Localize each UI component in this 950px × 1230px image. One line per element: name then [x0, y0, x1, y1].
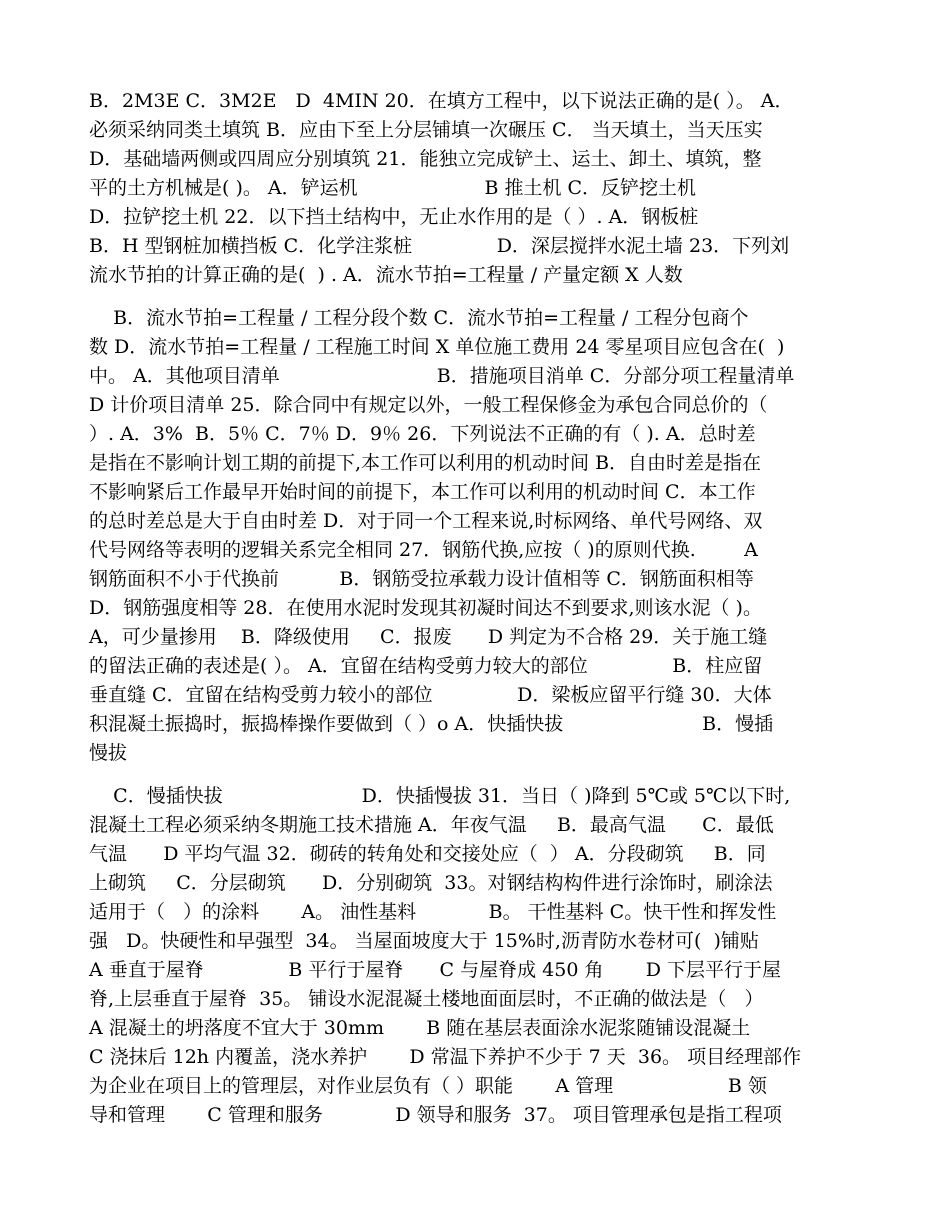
text-line: 强 D。快硬性和早强型 34。 当屋面坡度大于 15%时,沥青防水卷材可( )铺贴 [89, 930, 759, 952]
text-line: 脊,上层垂直于屋脊 35。 铺设水泥混凝土楼地面面层时，不正确的做法是（ ） [89, 988, 764, 1010]
text-line: 流水节拍的计算正确的是( ) . A．流水节拍=工程量 / 产量定额 X 人数 [89, 264, 683, 286]
text-line: D．钢筋强度相等 28．在使用水泥时发现其初凝时间达不到要求,则该水泥（ )。 [89, 597, 762, 619]
text-line: C．慢插快拔 D．快插慢拔 31．当日（ )降到 5℃或 5℃以下时, [89, 785, 791, 807]
text-line: 的留法正确的表述是( ）。 A．宜留在结构受剪力较大的部位 B．柱应留 [89, 655, 763, 677]
text-line: B．2M3E C．3M2E D 4MIN 20．在填方工程中，以下说法正确的是( ）。 A． [89, 90, 794, 112]
text-line: D 计价项目清单 25．除合同中有规定以外，一般工程保修金为承包合同总价的（ [89, 394, 768, 416]
text-line: 混凝土工程必须采纳冬期施工技术措施 A．年夜气温 B．最高气温 C．最低 [89, 814, 774, 836]
text-line: 积混凝土振捣时，振捣棒操作要做到（ ）o A．快插快拔 B．慢插 [89, 713, 774, 735]
text-line: 上砌筑 C．分层砌筑 D．分别砌筑 33。对钢结构构件进行涂饰时，刷涂法 [89, 872, 773, 894]
text-line: 适用于（ ）的涂料 A。 油性基料 B。 干性基料 C。快干性和挥发性 [89, 901, 777, 923]
text-line: 钢筋面积不小于代换前 B．钢筋受拉承载力设计值相等 C．钢筋面积相等 [89, 568, 754, 590]
text-line: 不影响紧后工作最早开始时间的前提下，本工作可以利用的机动时间 C．本工作 [89, 481, 756, 503]
text-line: D．基础墙两侧或四周应分别填筑 21．能独立完成铲土、运土、卸土、填筑，整 [89, 148, 762, 170]
text-line: 平的土方机械是( )。 A．铲运机 B 推土机 C．反铲挖土机 [89, 177, 697, 199]
text-line: B．H 型钢桩加横挡板 C．化学注浆桩 D．深层搅拌水泥土墙 23．下列刘 [89, 235, 790, 257]
text-line: 代号网络等表明的逻辑关系完全相同 27．钢筋代换,应按（ )的原则代换. A [89, 539, 758, 561]
text-line: 必须采纳同类土填筑 B．应由下至上分层铺填一次碾压 C． 当天填土，当天压实 [89, 119, 763, 141]
text-line: B．流水节拍=工程量 / 工程分段个数 C．流水节拍=工程量 / 工程分包商个 [89, 307, 749, 329]
text-line: 垂直缝 C．宜留在结构受剪力较小的部位 D．梁板应留平行缝 30．大体 [89, 684, 772, 706]
text-line: 的总时差总是大于自由时差 D．对于同一个工程来说,时标网络、单代号网络、双 [89, 510, 763, 532]
text-line: A，可少量掺用 B．降级使用 C．报废 D 判定为不合格 29．关于施工缝 [89, 626, 768, 648]
text-line: D．拉铲挖土机 22．以下挡土结构中，无止水作用的是（ ）. A．钢板桩 [89, 206, 699, 228]
text-line: 导和管理 C 管理和服务 D 领导和服务 37。 项目管理承包是指工程项 [89, 1104, 782, 1126]
text-line: 为企业在项目上的管理层，对作业层负有（ ）职能 A 管理 B 领 [89, 1075, 767, 1097]
text-line: 是指在不影响计划工期的前提下,本工作可以利用的机动时间 B．自由时差是指在 [89, 452, 762, 474]
text-line: ）. A．3% B．5％ C．7％ D．9％ 26．下列说法不正确的有（ ). A．总时差 [89, 423, 756, 445]
text-line: A 垂直于屋脊 B 平行于屋脊 C 与屋脊成 450 角 D 下层平行于屋 [89, 959, 782, 981]
text-line: 中。 A．其他项目清单 B．措施项目消单 C．分部分项工程量清单 [89, 365, 795, 387]
text-line: 慢拔 [89, 742, 128, 764]
text-line: C 浇抹后 12h 内覆盖，浇水养护 D 常温下养护不少于 7 天 36。 项目经理部作 [89, 1046, 802, 1068]
text-line: 气温 D 平均气温 32．砌砖的转角处和交接处应（ ） A．分段砌筑 B．同 [89, 843, 766, 865]
text-line: 数 D．流水节拍=工程量 / 工程施工时间 X 单位施工费用 24 零星项目应包含在( ) [89, 336, 785, 358]
text-line: A 混凝土的坍落度不宜大于 30mm B 随在基层表面涂水泥浆随铺设混凝土 [89, 1017, 751, 1039]
